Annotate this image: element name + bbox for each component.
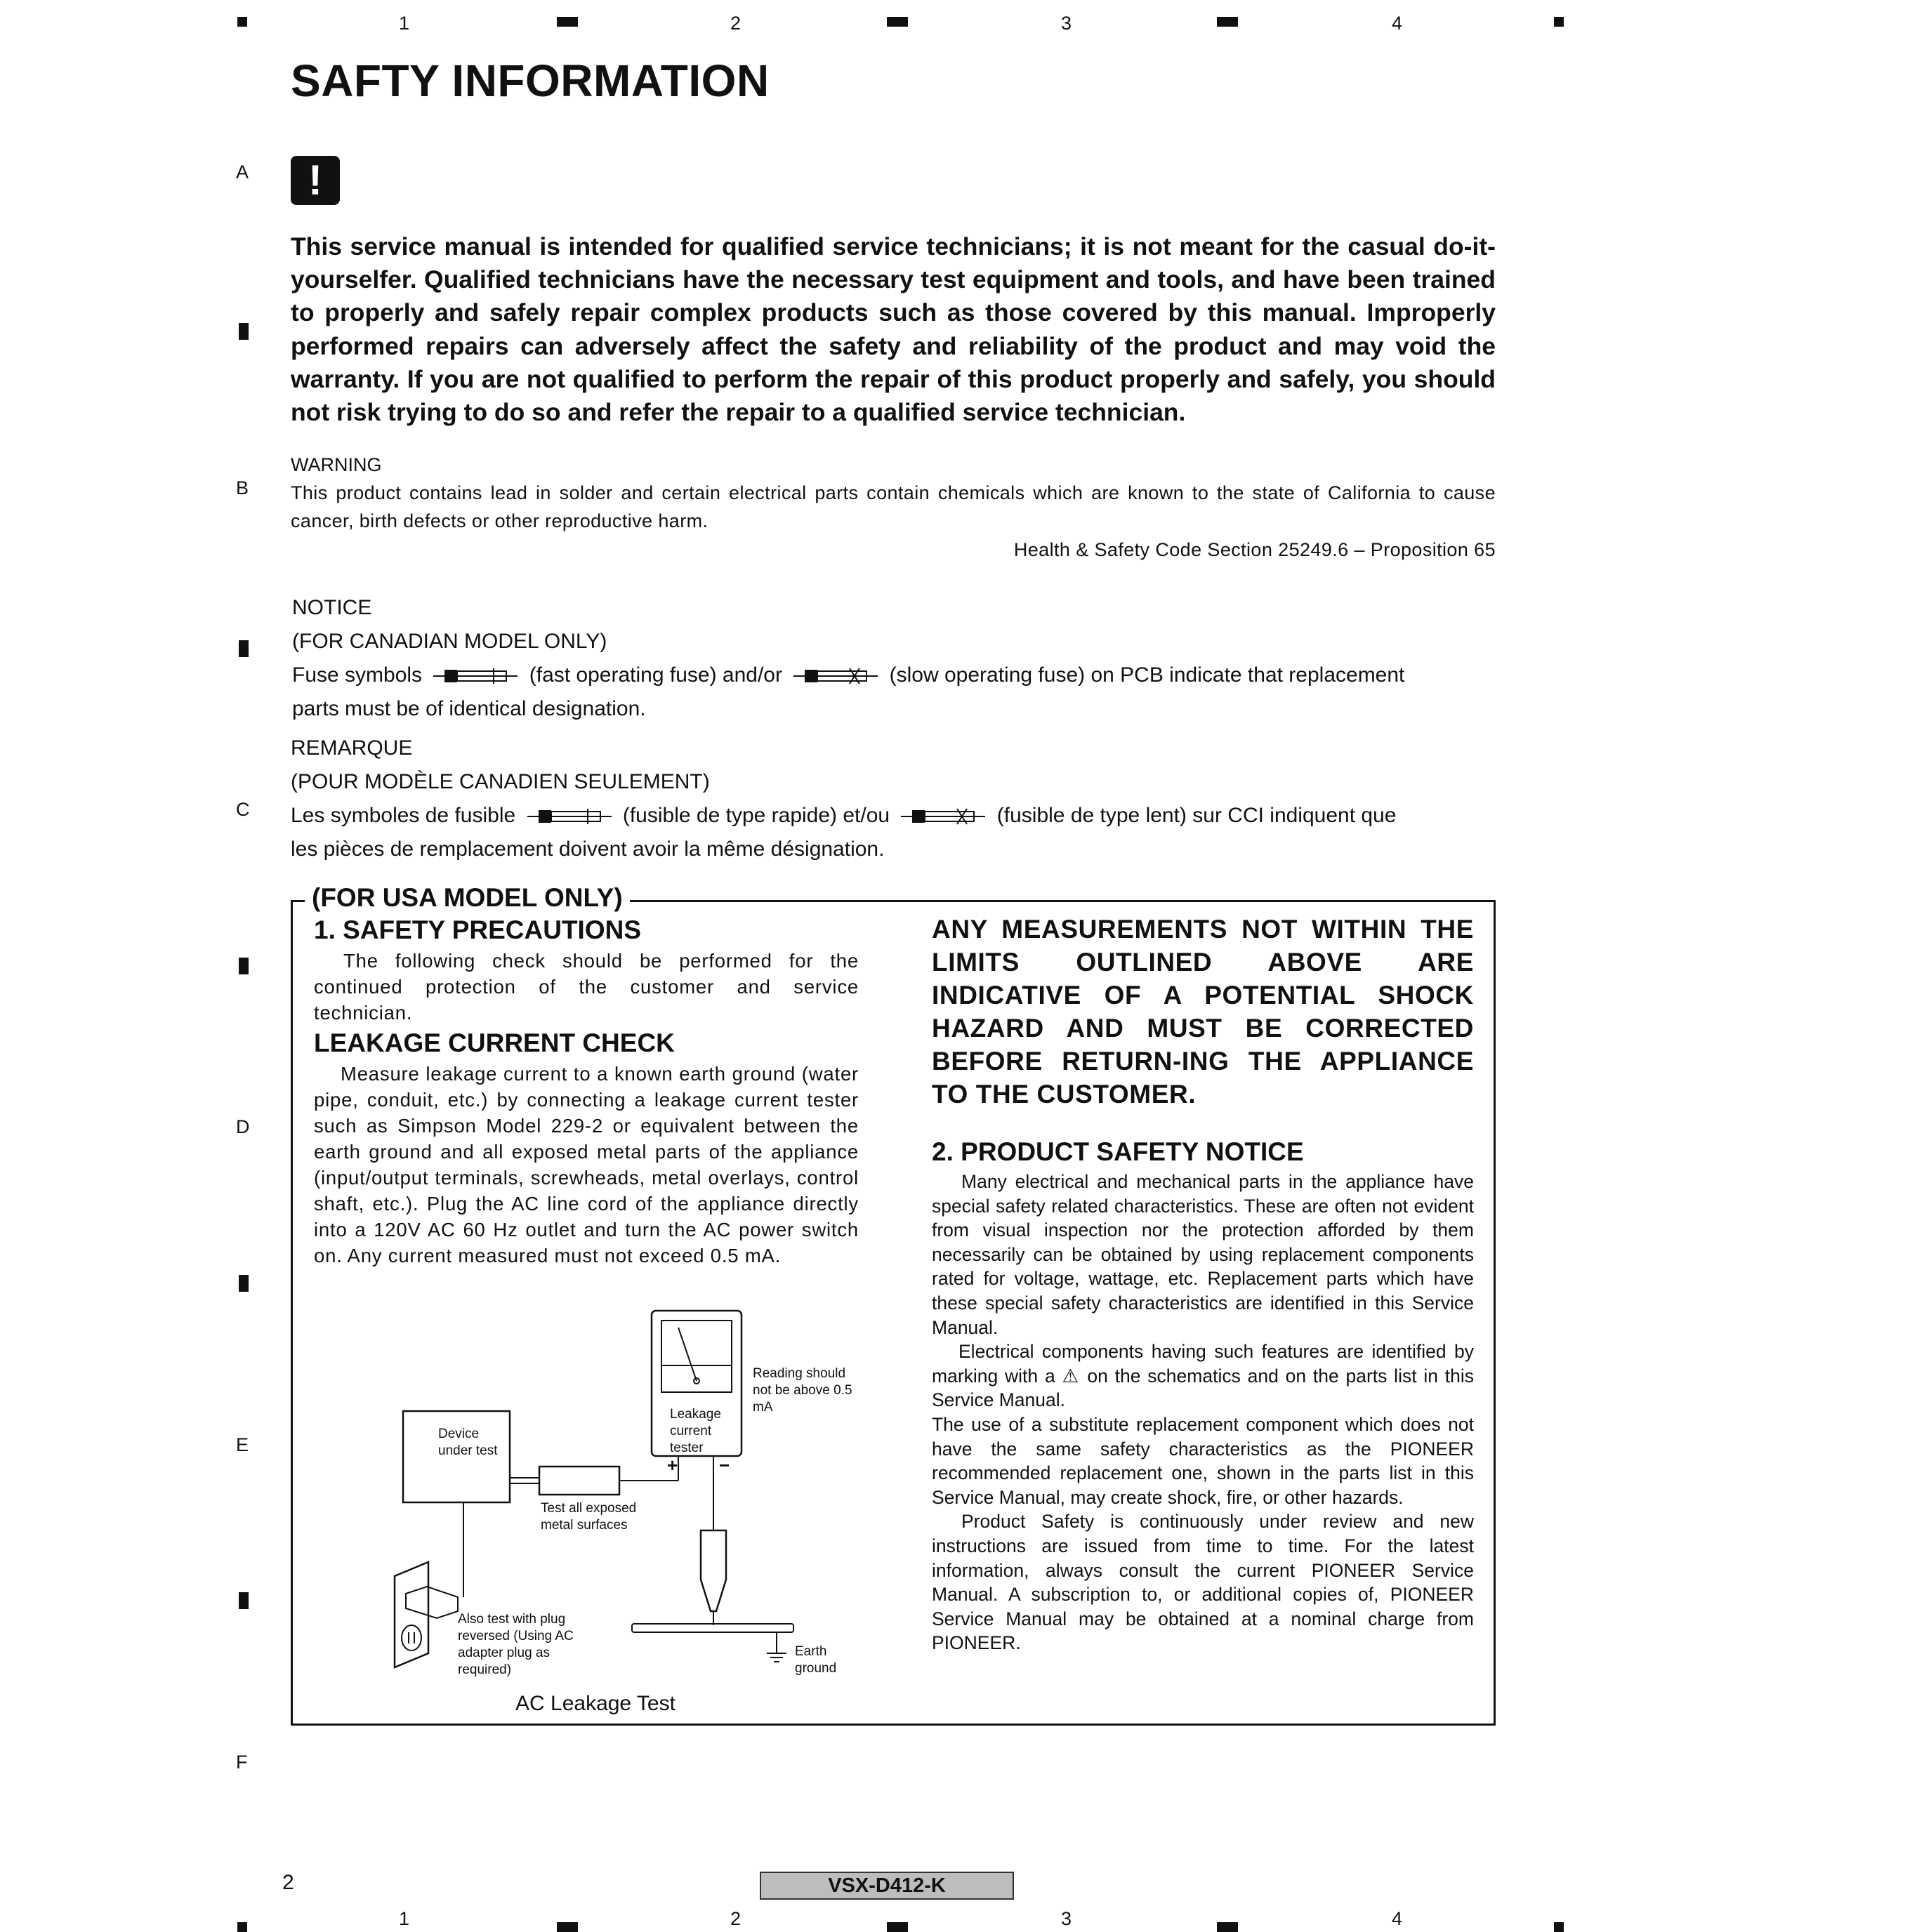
notice-text: parts must be of identical designation. [292,697,646,720]
page-title: SAFTY INFORMATION [291,55,770,106]
grid-col-label: 4 [1392,13,1403,34]
product-safety-heading: 2. PRODUCT SAFETY NOTICE [932,1137,1304,1166]
caution-icon: ! [291,156,340,205]
grid-col-label: 4 [1392,1908,1403,1929]
leakage-heading: LEAKAGE CURRENT CHECK [314,1028,675,1057]
notice-heading: NOTICE [292,596,372,619]
registration-mark [239,323,249,340]
diagram-lines [379,1302,892,1695]
meter-needle [678,1328,697,1381]
warning-reference: Health & Safety Code Section 25249.6 – Proposition 65 [1013,539,1496,560]
grid-col-label: 2 [730,1908,742,1929]
slow-fuse-icon [901,806,985,827]
leakage-text: Measure leakage current to a known earth ground (water pipe, conduit, etc.) by connecting a leakage current tester such as Simpson Model 229-2 or equivalent between the earth ground and all exposed metal parts of the appliance (input/output terminals, screwheads, metal overlays, control shaft, etc.). Plug the AC line cord of the appliance directly into a 120V AC 60 Hz outlet and turn the AC power switch on. Any current measured must not exceed 0.5 mA. [314,1063,859,1266]
left-column [314,913,859,1269]
notice-text: Fuse symbols [292,663,423,687]
slow-fuse-icon [793,666,878,687]
fast-fuse-icon [527,806,612,827]
earth-label: Earth ground [795,1644,837,1676]
test-label: Test all exposed metal surfaces [541,1501,637,1533]
diagram-caption: AC Leakage Test [515,1692,675,1715]
grid-row-label: F [236,1752,248,1773]
registration-mark [239,1275,249,1292]
wall-outlet [395,1562,428,1667]
grid-row-label: C [236,799,250,820]
usa-box-label: (FOR USA MODEL ONLY) [305,883,630,913]
notice-subheading: (FOR CANADIAN MODEL ONLY) [292,630,607,653]
grid-col-label: 3 [1061,1908,1072,1929]
notice-subheading: (POUR MODÈLE CANADIEN SEULEMENT) [291,770,710,793]
reading-label: Reading should not be above 0.5 mA [753,1366,852,1415]
warning-text: This product contains lead in solder and certain electrical parts contain chemicals which are known to the state of California to cause cancer, birth defects or other reproductive harm. [291,482,1496,531]
notice-text: Les symboles de fusible [291,804,516,827]
limits-warning: ANY MEASUREMENTS NOT WITHIN THE LIMITS OUTLINED ABOVE ARE INDICATIVE OF A POTENTIAL SHOCK HAZARD AND MUST BE CORRECTED BEFORE RETURN-ING THE APPLIANCE TO THE CUSTOMER. [932,915,1474,1109]
notice-fuse-line [291,799,1396,833]
product-safety-text: Electrical components having such features are identified by marking with a ⚠ on the schematics and on the parts list in this Service Manual. [932,1341,1474,1411]
product-safety-text: Many electrical and mechanical parts in the appliance have special safety related characteristics. These are often not evident from visual inspection nor the protection afforded by them necessarily can be obtained by using replacement components rated for voltage, wattage, etc. Replacement parts which have these special safety characteristics are identified in this Service Manual. [932,1171,1474,1338]
warning-heading: WARNING [291,454,382,475]
grid-col-label: 1 [399,1908,410,1929]
fast-fuse-icon [433,666,518,687]
model-label: VSX-D412-K [760,1872,1014,1900]
plug-icon [406,1587,458,1618]
grid-row-label: E [236,1434,249,1455]
plug-label: Also test with plug reversed (Using AC adapter plug as required) [458,1612,574,1677]
test-probe [539,1467,619,1495]
safety-text: The following check should be performed for the continued protection of the customer and service technician. [314,950,859,1024]
device-label: Device under test [438,1427,498,1458]
registration-mark [557,17,578,27]
registration-mark [237,17,247,27]
grid-col-label: 3 [1061,13,1072,34]
notice-text: (fusible de type lent) sur CCI indiquent que [996,804,1397,827]
grid-col-label: 2 [730,13,742,34]
notice-text: (fast operating fuse) and/or [529,663,782,687]
grid-row-label: D [236,1116,250,1137]
ground-probe [701,1530,726,1611]
notice-heading: REMARQUE [291,736,413,760]
page-number: 2 [282,1871,294,1894]
registration-mark [239,958,249,974]
notice-text: (fusible de type rapide) et/ou [622,804,890,827]
notice-text: les pièces de remplacement doivent avoir la même désignation. [291,838,885,861]
grid-row-label: B [236,477,249,498]
registration-mark [239,1592,249,1609]
product-safety-text: The use of a substitute replacement component which does not have the same safety characteristics as the PIONEER recommended replacement one, shown in the parts list in this Service Manual, may create shock, fire, or other hazards. [932,1413,1474,1508]
plus-sign: + [667,1455,678,1476]
registration-mark [887,17,908,27]
safety-heading: 1. SAFETY PRECAUTIONS [314,915,642,944]
lead-paragraph: This service manual is intended for qualified service technicians; it is not meant for the casual do-it-yourselfer. Qualified technicians have the necessary test equipment and tools, and have been trained to properly and safely repair complex products such as those covered by this manual. Improperly performed repairs can adversely affect the safety and reliability of the product and may void the warranty. If you are not qualified to perform the repair of this product properly and safely, you should not risk trying to do so and refer the repair to a qualified service technician. [291,232,1496,427]
product-safety-text: Product Safety is continuously under review and new instructions are issued from time to time. For the latest information, always consult the current PIONEER Service Manual. A subscription to, or additional copies of, PIONEER Service Manual may be obtained at a nominal charge from PIONEER. [932,1511,1474,1654]
notice-fuse-line [292,659,1404,692]
registration-mark [1554,17,1564,27]
tester-label: Leakage current tester [670,1407,721,1455]
registration-mark [239,640,249,657]
grid-col-label: 1 [399,13,410,34]
grid-row-label: A [236,161,249,183]
tester-meter [661,1321,732,1392]
right-column [932,913,1474,1655]
registration-mark [1217,17,1238,27]
ac-leakage-diagram [379,1302,892,1695]
minus-sign: − [719,1455,730,1476]
notice-text: (slow operating fuse) on PCB indicate that replacement [889,663,1405,687]
